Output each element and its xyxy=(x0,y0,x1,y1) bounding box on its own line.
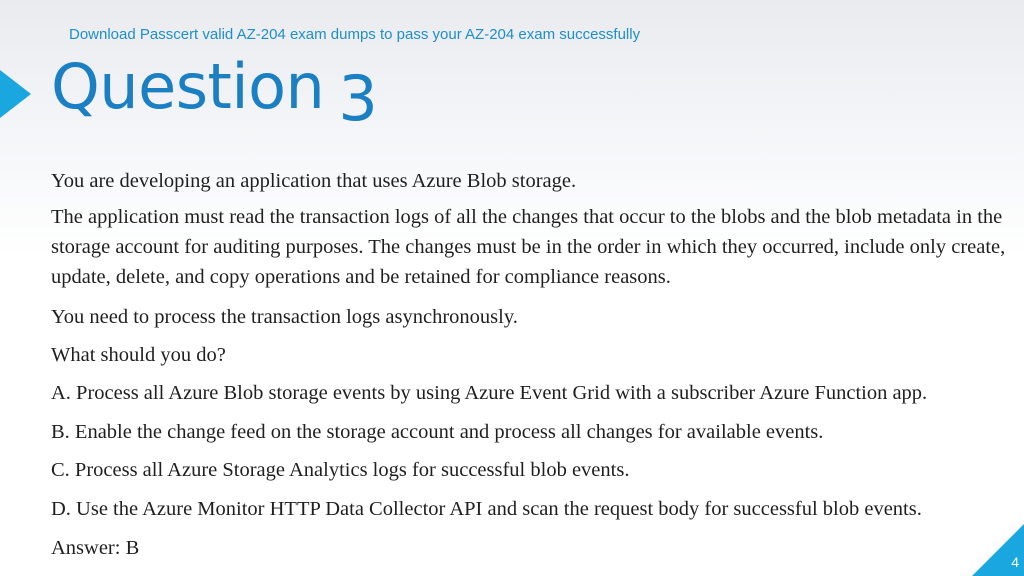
option-c: C. Process all Azure Storage Analytics logs for successful blob events. xyxy=(51,459,630,481)
question-requirements: The application must read the transaction logs of all the changes that occur to the blobs and the blob metadata in the storage account for auditing purposes. The changes must be in the order in which they occurred, include only create, update, delete, and copy operations and be retained for compliance reasons. xyxy=(51,206,1006,288)
answer-text: Answer: B xyxy=(51,537,140,559)
title-number: 3 xyxy=(338,62,378,135)
question-intro: You are developing an application that uses Azure Blob storage. xyxy=(51,170,577,192)
question-prompt: What should you do? xyxy=(51,344,226,366)
title-marker-triangle xyxy=(0,70,31,118)
promo-banner-text: Download Passcert valid AZ-204 exam dumps to pass your AZ-204 exam successfully xyxy=(69,26,641,43)
page-number: 4 xyxy=(1011,554,1019,570)
slide-title xyxy=(51,50,378,135)
option-d: D. Use the Azure Monitor HTTP Data Collector API and scan the request body for successful blob events. xyxy=(51,498,922,520)
option-b: B. Enable the change feed on the storage account and process all changes for available events. xyxy=(51,421,824,443)
option-a: A. Process all Azure Blob storage events by using Azure Event Grid with a subscriber Azure Function app. xyxy=(51,382,928,404)
question-need: You need to process the transaction logs asynchronously. xyxy=(51,306,518,328)
title-word: Question xyxy=(51,50,325,123)
